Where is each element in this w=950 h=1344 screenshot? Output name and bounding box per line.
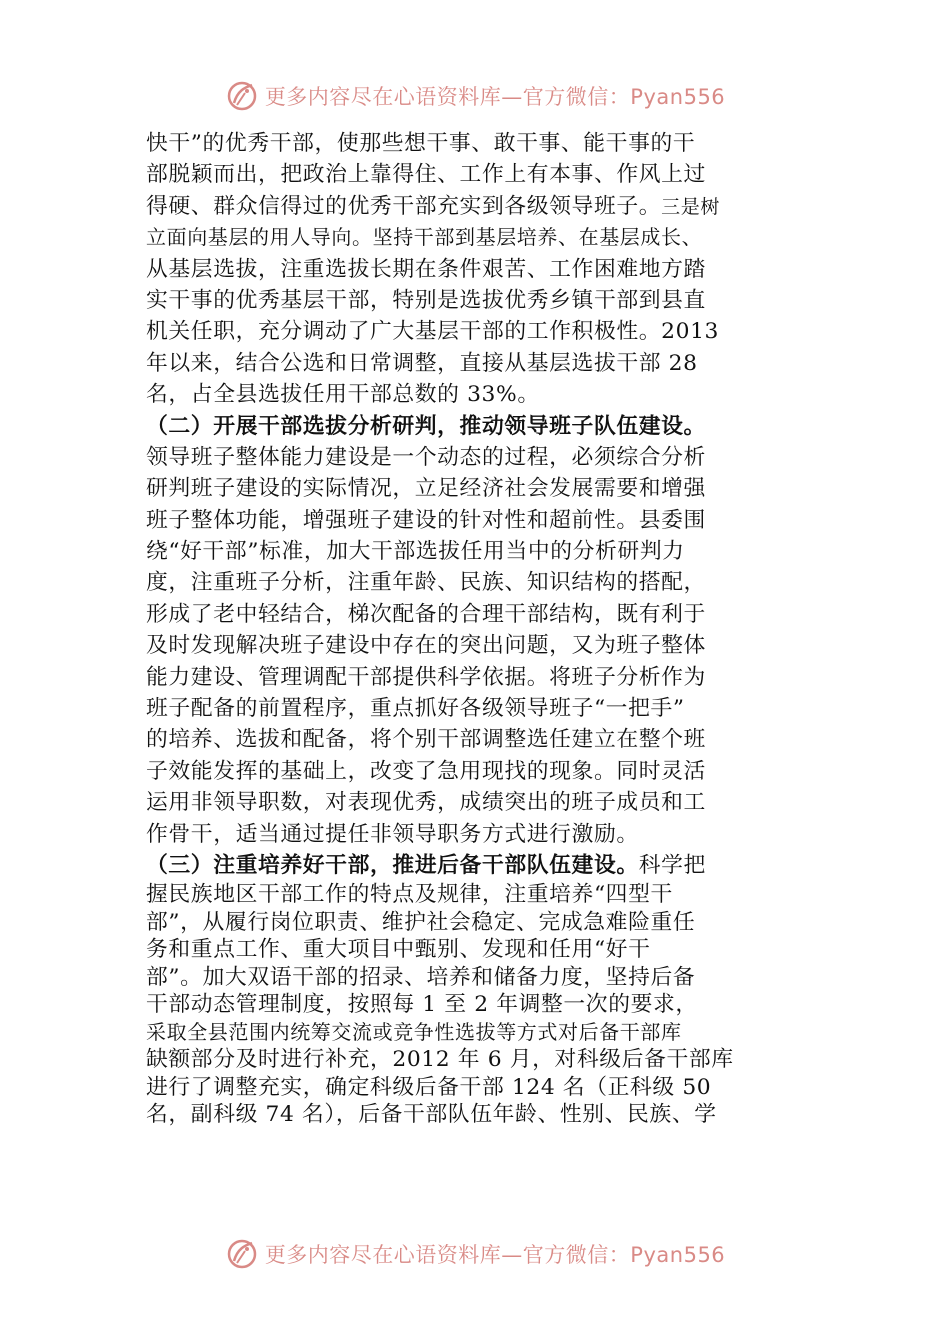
text-line: 干部动态管理制度，按照每 1 至 2 年调整一次的要求，: [146, 992, 698, 1018]
header-banner: [0, 74, 950, 118]
logo-icon: [225, 79, 259, 113]
text-line: 绕“好干部”标准，加大干部选拔任用当中的分析研判力: [146, 539, 685, 565]
text-line: 握民族地区干部工作的特点及规律，注重培养“四型干: [146, 882, 673, 908]
banner: [225, 79, 725, 113]
section-heading: （二）开展干部选拔分析研判，推动领导班子队伍建设。: [146, 413, 706, 439]
text-segment: 三是树: [661, 195, 720, 218]
text-line: 务和重点工作、重大项目中甄别、发现和任用“好干: [146, 937, 651, 963]
text-line: 年以来，结合公选和日常调整，直接从基层选拔干部 28: [146, 350, 698, 376]
text-line: 领导班子整体能力建设是一个动态的过程，必须综合分析: [146, 444, 706, 470]
text-line: 形成了老中轻结合，梯次配备的合理干部结构，既有利于: [146, 601, 706, 627]
text-line: [146, 191, 806, 222]
text-segment: 科学把: [638, 852, 706, 878]
text-segment: 得硬、群众信得过的优秀干部充实到各级领导班子。: [146, 193, 662, 219]
text-line: [146, 850, 806, 881]
banner-text: 更多内容尽在心语资料库—官方微信：Pyan556: [264, 1243, 726, 1267]
document-body: [146, 128, 806, 1129]
footer-banner: [0, 1232, 950, 1276]
text-line: 名，副科级 74 名），后备干部队伍年龄、性别、民族、学: [146, 1102, 717, 1128]
text-line: 缺额部分及时进行补充，2012 年 6 月，对科级后备干部库: [146, 1047, 734, 1073]
section-heading: （三）注重培养好干部，推进后备干部队伍建设。: [146, 852, 639, 878]
text-line: 及时发现解决班子建设中存在的突出问题，又为班子整体: [146, 633, 706, 659]
text-line: 实干事的优秀基层干部，特别是选拔优秀乡镇干部到县直: [146, 287, 706, 313]
text-line: 子效能发挥的基础上，改变了急用现找的现象。同时灵活: [146, 758, 706, 784]
text-line: 能力建设、管理调配干部提供科学依据。将班子分析作为: [146, 664, 706, 690]
text-line: 采取全县范围内统筹交流或竞争性选拔等方式对后备干部库: [146, 1019, 682, 1044]
text-line: 作骨干，适当通过提任非领导职务方式进行激励。: [146, 821, 639, 847]
text-line: 度，注重班子分析，注重年龄、民族、知识结构的搭配，: [146, 570, 706, 596]
text-line: 进行了调整充实，确定科级后备干部 124 名（正科级 50: [146, 1074, 712, 1100]
text-line: 班子配备的前置程序，重点抓好各级领导班子“一把手”: [146, 696, 685, 722]
text-line: 从基层选拔，注重选拔长期在条件艰苦、工作困难地方踏: [146, 256, 706, 282]
text-line: 机关任职，充分调动了广大基层干部的工作积极性。2013: [146, 319, 720, 345]
text-line: 立面向基层的用人导向。坚持干部到基层培养、在基层成长、: [146, 225, 703, 250]
text-line: 快干”的优秀干部，使那些想干事、敢干事、能干事的干: [146, 131, 696, 156]
text-line: 运用非领导职数，对表现优秀，成绩突出的班子成员和工: [146, 790, 706, 816]
banner-text: 更多内容尽在心语资料库—官方微信：Pyan556: [264, 85, 726, 109]
text-line: 班子整体功能，增强班子建设的针对性和超前性。县委围: [146, 507, 706, 533]
text-line: 名，占全县选拔任用干部总数的 33%。: [146, 382, 540, 408]
text-line: 的培养、选拔和配备，将个别干部调整选任建立在整个班: [146, 727, 706, 753]
banner: [225, 1237, 725, 1271]
logo-icon: [225, 1237, 259, 1271]
text-line: 研判班子建设的实际情况，立足经济社会发展需要和增强: [146, 476, 706, 502]
text-line: 部”。加大双语干部的招录、培养和储备力度，坚持后备: [146, 964, 696, 990]
text-line: 部脱颖而出，把政治上靠得住、工作上有本事、作风上过: [146, 162, 706, 188]
text-line: 部”，从履行岗位职责、维护社会稳定、完成急难险重任: [146, 909, 696, 935]
